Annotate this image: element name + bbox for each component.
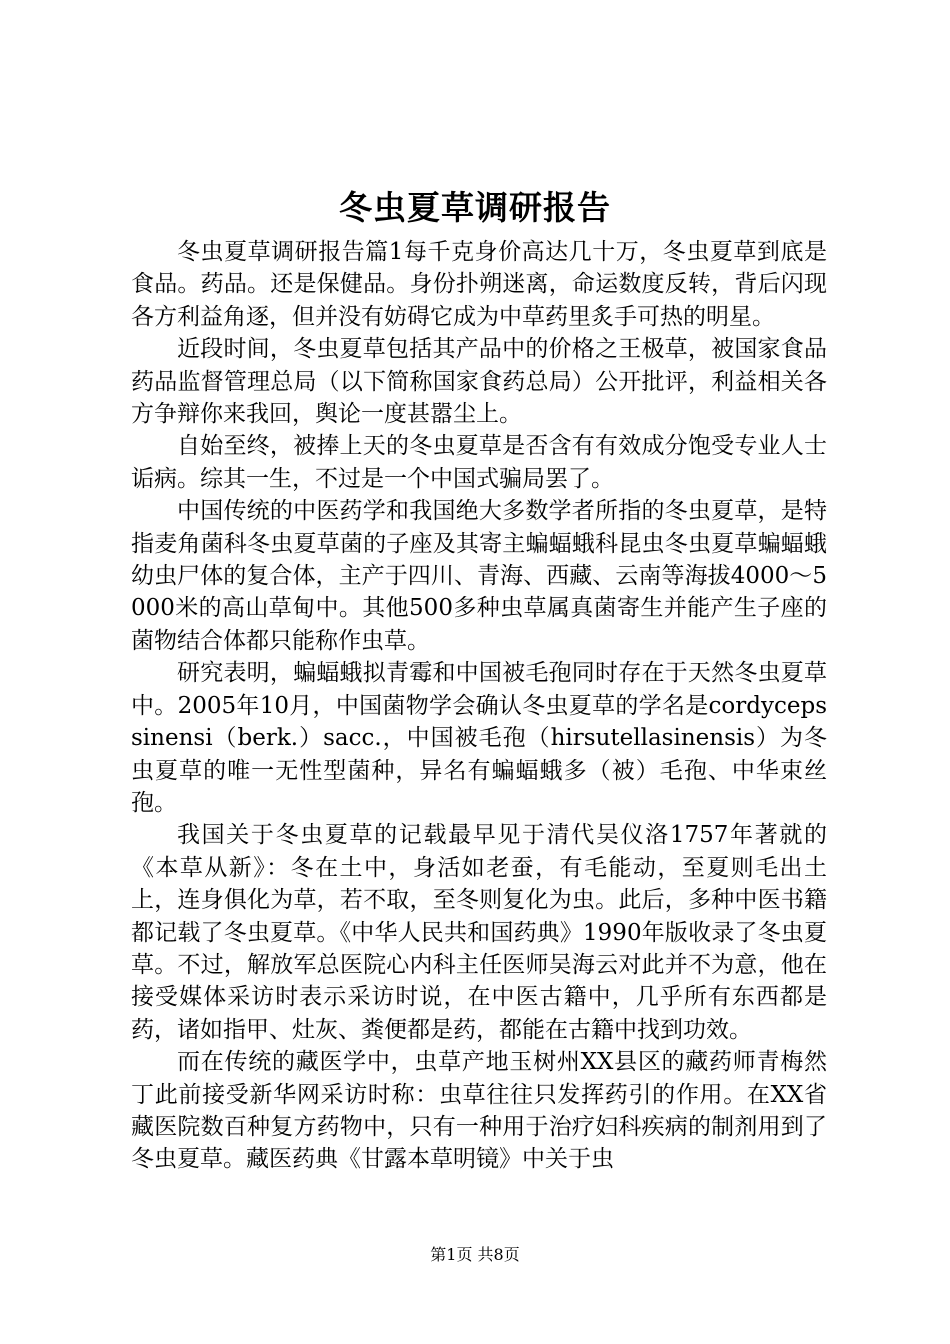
- paragraph-7: 而在传统的藏医学中，虫草产地玉树州XX县区的藏药师青梅然丁此前接受新华网采访时称：虫草往往只发挥药引的作用。在XX省藏医院数百种复方药物中，只有一种用于治疗妇科疾病的制剂用到了冬虫夏草。藏医药典《甘露本草明镜》中关于虫: [131, 1049, 827, 1173]
- paragraph-4: 中国传统的中医药学和我国绝大多数学者所指的冬虫夏草，是特指麦角菌科冬虫夏草菌的子座及其寄主蝙蝠蛾科昆虫冬虫夏草蝙蝠蛾幼虫尸体的复合体，主产于四川、青海、西藏、云南等海拔4000～5000米的高山草甸中。其他500多种虫草属真菌寄生并能产生子座的菌物结合体都只能称作虫草。: [131, 498, 827, 654]
- document-body: [131, 236, 827, 1176]
- paragraph-6: 我国关于冬虫夏草的记载最早见于清代吴仪洛1757年著就的《本草从新》：冬在土中，身活如老蚕，有毛能动，至夏则毛出土上，连身俱化为草，若不取，至冬则复化为虫。此后，多种中医书籍都记载了冬虫夏草。《中华人民共和国药典》1990年版收录了冬虫夏草。不过，解放军总医院心内科主任医师吴海云对此并不为意，他在接受媒体采访时表示采访时说，在中医古籍中，几乎所有东西都是药，诸如指甲、灶灰、粪便都是药，都能在古籍中找到功效。: [131, 822, 827, 1043]
- paragraph-1: 冬虫夏草调研报告篇1每千克身价高达几十万，冬虫夏草到底是食品。药品。还是保健品。身份扑朔迷离，命运数度反转，背后闪现各方利益角逐，但并没有妨碍它成为中草药里炙手可热的明星。: [131, 239, 827, 330]
- document-title: 冬虫夏草调研报告: [339, 188, 611, 227]
- paragraph-3: 自始至终，被捧上天的冬虫夏草是否含有有效成分饱受专业人士诟病。综其一生，不过是一个中国式骗局罢了。: [131, 433, 827, 492]
- paragraph-2: 近段时间，冬虫夏草包括其产品中的价格之王极草，被国家食品药品监督管理总局（以下简称国家食药总局）公开批评，利益相关各方争辩你来我回，舆论一度甚嚣尘上。: [131, 336, 827, 428]
- paragraph-5: 研究表明，蝙蝠蛾拟青霉和中国被毛孢同时存在于天然冬虫夏草中。2005年10月，中国菌物学会确认冬虫夏草的学名是cordycepssinensi（berk.）sacc.，中国被毛孢（hirsutellasinensis）为冬虫夏草的唯一无性型菌种，异名有蝙蝠蛾多（被）毛孢、中华束丝孢。: [131, 660, 827, 816]
- page-footer: 第1页 共8页: [430, 1245, 520, 1264]
